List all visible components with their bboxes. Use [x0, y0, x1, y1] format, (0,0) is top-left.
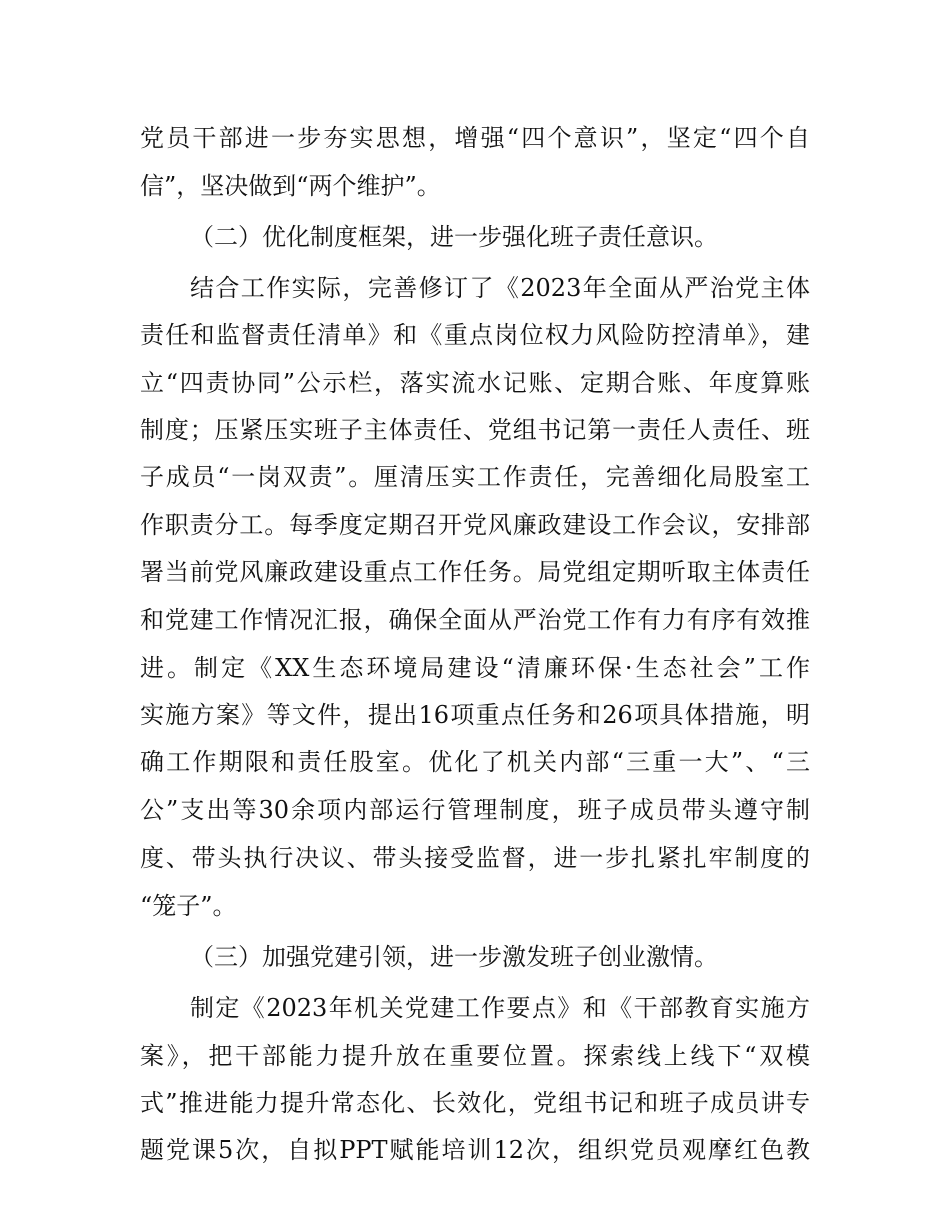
body-text-line: 制定《2023年机关党建工作要点》和《干部教育实施方	[190, 994, 810, 1022]
body-text-line: 党员干部进一步夯实思想，增强“四个意识”，坚定“四个自	[140, 124, 810, 152]
body-text-line: 作职责分工。每季度定期召开党风廉政建设工作会议，安排部	[140, 511, 810, 539]
body-text-line: “笼子”。	[140, 892, 237, 920]
body-text-line: 制度；压紧压实班子主体责任、党组书记第一责任人责任、班	[140, 416, 810, 444]
body-text-line: 案》，把干部能力提升放在重要位置。探索线上线下“双模	[140, 1042, 810, 1070]
body-text-line: 实施方案》等文件，提出16项重点任务和26项具体措施，明	[140, 701, 810, 729]
section-heading-2: （二）优化制度框架，进一步强化班子责任意识。	[190, 223, 718, 251]
body-text-line: 进。制定《XX生态环境局建设“清廉环保·生态社会”工作	[140, 654, 810, 682]
body-text-line: 度、带头执行决议、带头接受监督，进一步扎紧扎牢制度的	[140, 844, 810, 872]
body-text-line: 公”支出等30余项内部运行管理制度，班子成员带头遵守制	[140, 796, 810, 824]
body-text-line: 责任和监督责任清单》和《重点岗位权力风险防控清单》，建	[140, 321, 810, 349]
body-text-line: 和党建工作情况汇报，确保全面从严治党工作有力有序有效推	[140, 606, 810, 634]
section-heading-3: （三）加强党建引领，进一步激发班子创业激情。	[190, 943, 718, 971]
body-text-line: 立“四责协同”公示栏，落实流水记账、定期合账、年度算账	[140, 369, 810, 397]
body-text-line: 子成员“一岗双责”。厘清压实工作责任，完善细化局股室工	[140, 463, 810, 491]
body-text-line: 题党课5次，自拟PPT赋能培训12次，组织党员观摩红色教	[140, 1136, 810, 1164]
body-text-line: 式”推进能力提升常态化、长效化，党组书记和班子成员讲专	[140, 1089, 810, 1117]
body-text-line: 信”，坚决做到“两个维护”。	[140, 172, 441, 200]
body-text-line: 署当前党风廉政建设重点工作任务。局党组定期听取主体责任	[140, 558, 810, 586]
body-text-line: 确工作期限和责任股室。优化了机关内部“三重一大”、“三	[140, 748, 810, 776]
body-text-line: 结合工作实际，完善修订了《2023年全面从严治党主体	[190, 274, 810, 302]
